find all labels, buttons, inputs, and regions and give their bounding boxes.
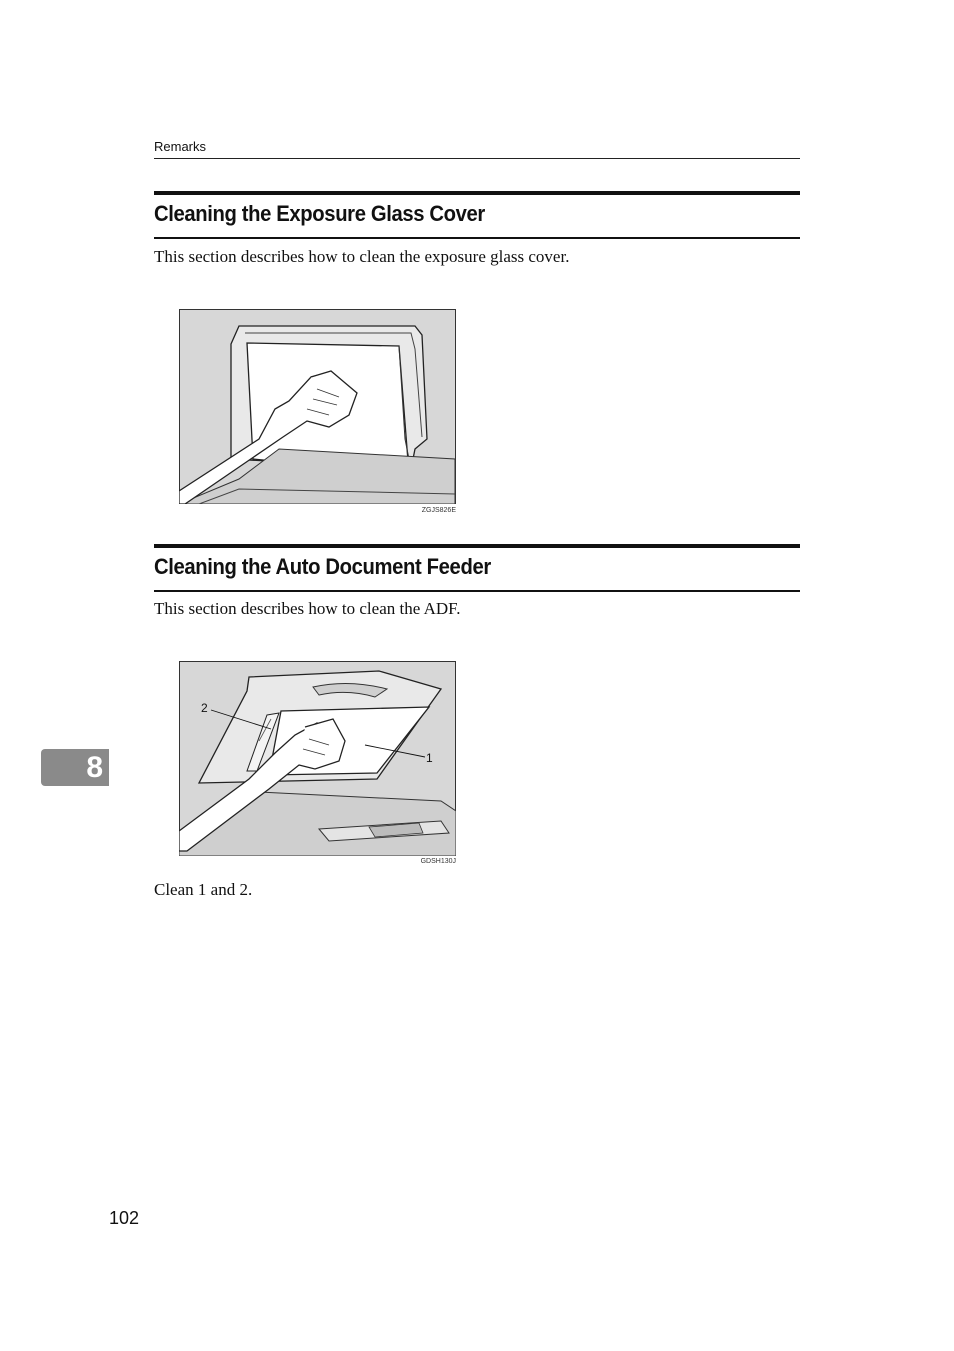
section-bottom-rule [154,590,800,592]
figure-code: ZGJS826E [421,507,456,514]
figure-code: GDSH130J [420,858,456,865]
section-top-rule [154,544,800,548]
section-description: This section describes how to clean the exposure glass cover. [154,247,570,266]
page-number: 102 [109,1208,140,1228]
chapter-tab: 8 [41,749,109,786]
illustration-wiping-cover [179,309,456,504]
figure-auto-document-feeder [179,661,456,865]
section-bottom-rule [154,237,800,239]
illustration-wiping-adf [179,661,456,856]
running-head: Remarks [154,139,207,154]
figure-exposure-glass-cover [179,309,456,514]
section-description: This section describes how to clean the ADF. [154,599,461,618]
callout-2: 2 [201,701,208,715]
section-top-rule [154,191,800,195]
section-title-adf: Cleaning the Auto Document Feeder [154,554,491,579]
instruction-note: Clean 1 and 2. [154,880,253,899]
callout-1: 1 [426,751,433,765]
section-title-exposure-glass: Cleaning the Exposure Glass Cover [154,201,485,226]
header-divider [154,158,800,159]
